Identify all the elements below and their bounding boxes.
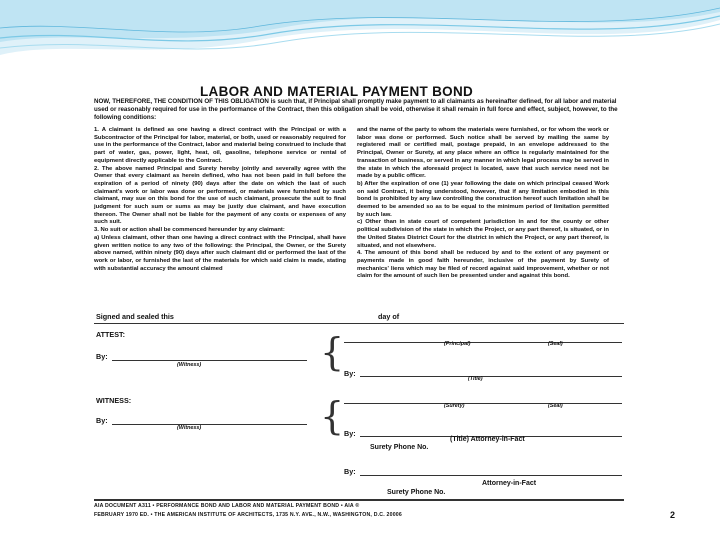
bond-document	[82, 76, 632, 534]
attest-by-label: By:	[96, 352, 108, 361]
footer-line-2: FEBRUARY 1970 ED. • THE AMERICAN INSTITUTE OF ARCHITECTS, 1735 N.Y. AVE., N.W., WASHINGTON, D.C. 20006	[94, 512, 402, 518]
surety-phone-label: Surety Phone No.	[370, 444, 429, 451]
attest-brace: {	[320, 330, 345, 374]
attest-witness-line	[112, 360, 307, 361]
surety-caption: (Surety)	[444, 403, 465, 409]
document-title: LABOR AND MATERIAL PAYMENT BOND	[200, 84, 474, 99]
day-of-label: day of	[378, 312, 400, 321]
footer-line-1: AIA DOCUMENT A311 • PERFORMANCE BOND AND LABOR AND MATERIAL PAYMENT BOND • AIA ®	[94, 503, 360, 509]
footer-divider	[94, 499, 624, 501]
witness-brace: {	[320, 394, 345, 438]
attorney-by-line	[360, 475, 622, 476]
principal-by-line	[360, 376, 622, 377]
signed-sealed-label: Signed and sealed this	[96, 312, 174, 321]
left-column	[94, 127, 346, 273]
clause-1: 1. A claimant is defined as one having a direct contract with the Principal or with a Subcontractor of the Principal for labor, material, or both, used or reasonably required for use in the performance of the Contract, labor and material being construed to include that part of water, gas, power, light, heat, oil, gasoline, telephone service or rental of equipment directly applicable to the Contract.	[94, 127, 346, 164]
clause-2: 2. The above named Principal and Surety hereby jointly and severally agree with the Owner that every claimant as herein defined, who has not been paid in full before the expiration of a period of ninety (90) days after the date on which the last of such claimant's work or labor was done or performed, or materials were furnished by such claimant, may sue on this bond for the use of such claimant, prosecute the suit to final judgment for such sum or sums as may be justly due claimant, and have execution thereon. The Owner shall not be liable for the payment of any costs or expenses of any such suit.	[94, 165, 346, 226]
clause-4: 4. The amount of this bond shall be reduced by and to the extent of any payment or payments made in good faith hereunder, inclusive of the payment by Surety of mechanics' liens which may be filed of record against said improvement, whether or not claim for the amount of such lien be presented under and against this bond.	[357, 250, 609, 280]
surety-phone-label-2: Surety Phone No.	[387, 489, 446, 496]
clause-3b: b) After the expiration of one (1) year following the date on which principal ceased Work on said Contract, it being understood, however, that if any limitation embodied in this bond is prohibited by any law controlling the construction hereof such limitation shall be deemed to be amended so as to be equal to the minimum period of limitation permitted by such law.	[357, 180, 609, 218]
principal-signature-line	[344, 342, 622, 343]
witness-by-label: By:	[96, 416, 108, 425]
intro-paragraph: NOW, THEREFORE, THE CONDITION OF THIS OBLIGATION is such that, if Principal shall promptly make payment to all claimants as hereinafter defined, for all labor and material used or reasonably required for use in the performance of the Contract, then this obligation shall be void, otherwise it shall remain in full force and effect, subject, however, to the following conditions:	[94, 98, 618, 121]
clause-3a: a) Unless claimant, other than one having a direct contract with the Principal, shall have given written notice to any two of the following: the Principal, the Owner, or the Surety above named, within ninety (90) days after such claimant did or performed the last of the work or labor, or furnished the last of the materials for which said claim is made, stating with substantial accuracy the amount claimed	[94, 234, 346, 272]
attorney-by-label: By:	[344, 467, 356, 476]
principal-caption: (Principal)	[444, 341, 471, 347]
surety-signature-line	[344, 403, 622, 404]
witness-caption: (Witness)	[177, 425, 202, 431]
attest-heading: ATTEST:	[96, 330, 126, 339]
witness-heading: WITNESS:	[96, 396, 132, 405]
clause-3: 3. No suit or action shall be commenced hereunder by any claimant:	[94, 227, 285, 234]
seal-caption: (Seal)	[548, 341, 563, 347]
right-column	[357, 127, 609, 281]
witness-line	[112, 424, 307, 425]
attorney-in-fact-title: (Title) Attorney-in-Fact	[450, 436, 525, 443]
principal-by-label: By:	[344, 369, 356, 378]
attest-witness-caption: (Witness)	[177, 362, 202, 368]
divider	[94, 323, 624, 324]
attorney-in-fact-label: Attorney-in-Fact	[482, 480, 537, 487]
surety-by-label: By:	[344, 429, 356, 438]
page-number: 2	[670, 510, 676, 520]
decorative-wave-banner	[0, 0, 720, 75]
principal-title-caption: (Title)	[468, 376, 483, 382]
surety-seal-caption: (Seal)	[548, 403, 563, 409]
clause-3c: c) Other than in state court of competent jurisdiction in and for the county or other political subdivision of the state in which the Project, or any part thereof, is situated, or in the United States District Court for the district in which the Project, or any part thereof, is situated, and not elsewhere.	[357, 219, 609, 249]
clause-3a-continued: and the name of the party to whom the materials were furnished, or for whom the work or labor was done or performed. Such notice shall be served by mailing the same by registered mail or certified mail, postage prepaid, in an envelope addressed to the Principal, Owner or Surety, at any place where an office is regularly maintained for the transaction of business, or served in any manner in which legal process may be served in the state in which the aforesaid project is located, save that such service need not be made by a public officer.	[357, 127, 609, 180]
